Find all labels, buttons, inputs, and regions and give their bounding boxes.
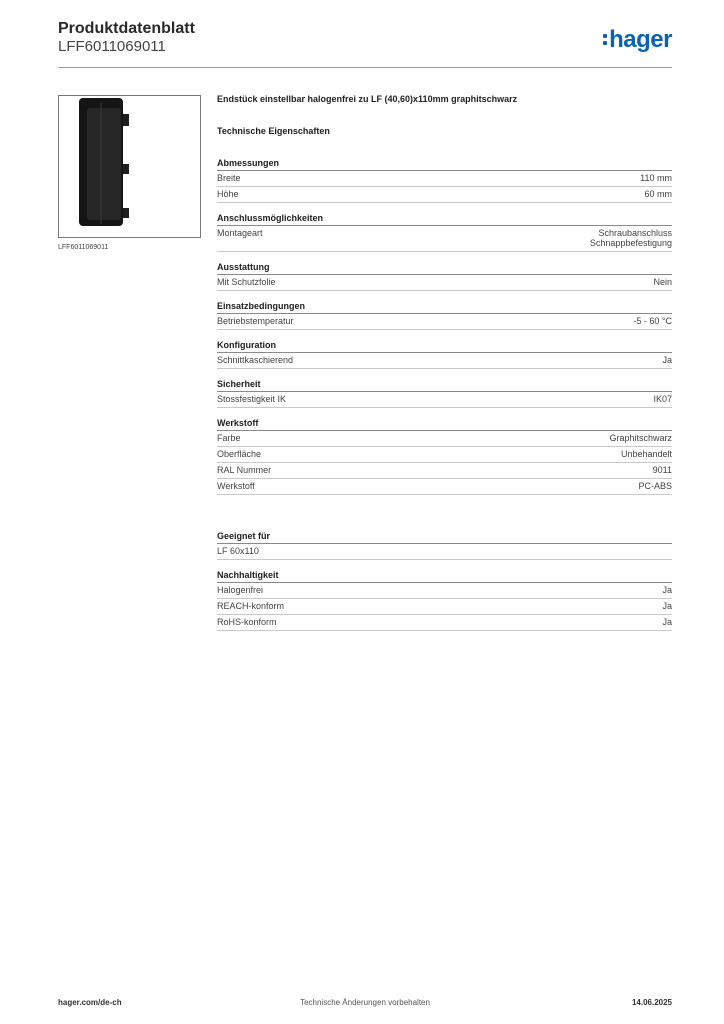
spec-group bbox=[217, 418, 672, 495]
hager-logo bbox=[603, 26, 672, 54]
spec-row bbox=[217, 463, 672, 479]
group-title: Nachhaltigkeit bbox=[217, 570, 672, 583]
spec-row bbox=[217, 447, 672, 463]
spec-value: Ja bbox=[662, 601, 672, 611]
spec-group bbox=[217, 301, 672, 330]
spec-label: Farbe bbox=[217, 433, 241, 443]
spec-value: Graphitschwarz bbox=[609, 433, 672, 443]
spec-label: Mit Schutzfolie bbox=[217, 277, 276, 287]
spec-label: RAL Nummer bbox=[217, 465, 272, 475]
spec-groups bbox=[217, 158, 672, 495]
spec-row bbox=[217, 353, 672, 369]
spec-group bbox=[217, 379, 672, 408]
group-title: Sicherheit bbox=[217, 379, 672, 392]
spec-value: Schraubanschluss Schnappbefestigung bbox=[589, 228, 672, 248]
spec-row bbox=[217, 392, 672, 408]
group-title: Ausstattung bbox=[217, 262, 672, 275]
spec-label: Höhe bbox=[217, 189, 239, 199]
spec-row bbox=[217, 314, 672, 330]
page-title: Produktdatenblatt bbox=[58, 20, 195, 37]
logo-text: hager bbox=[609, 26, 672, 53]
spec-row bbox=[217, 583, 672, 599]
spec-value: -5 - 60 °C bbox=[633, 316, 672, 326]
image-caption: LFF6011069011 bbox=[58, 244, 109, 251]
header-divider bbox=[58, 67, 672, 68]
spec-label: Werkstoff bbox=[217, 481, 255, 491]
spec-value: Ja bbox=[662, 617, 672, 627]
product-image bbox=[58, 95, 201, 238]
group-title: Konfiguration bbox=[217, 340, 672, 353]
section-title: Technische Eigenschaften bbox=[217, 126, 330, 136]
spec-group bbox=[217, 213, 672, 252]
spec-value: PC-ABS bbox=[638, 481, 672, 491]
spec-row bbox=[217, 544, 672, 560]
spec-row bbox=[217, 171, 672, 187]
spec-group bbox=[217, 262, 672, 291]
spec-row bbox=[217, 187, 672, 203]
spec-group bbox=[217, 340, 672, 369]
spec-label: RoHS-konform bbox=[217, 617, 277, 627]
spec-label: LF 60x110 bbox=[217, 546, 259, 556]
group-title: Werkstoff bbox=[217, 418, 672, 431]
group-title: Abmessungen bbox=[217, 158, 672, 171]
spec-group bbox=[217, 570, 672, 631]
spec-group bbox=[217, 531, 672, 560]
group-title: Anschlussmöglichkeiten bbox=[217, 213, 672, 226]
footer-note: Technische Änderungen vorbehalten bbox=[300, 998, 430, 1007]
spec-value: IK07 bbox=[653, 394, 672, 404]
spec-label: Breite bbox=[217, 173, 241, 183]
spec-value: Unbehandelt bbox=[620, 449, 672, 459]
spec-value: 9011 bbox=[652, 465, 672, 475]
group-title: Einsatzbedingungen bbox=[217, 301, 672, 314]
spec-label: Stossfestigkeit IK bbox=[217, 394, 287, 404]
spec-value: 60 mm bbox=[644, 189, 672, 199]
spec-value: 110 mm bbox=[640, 173, 672, 183]
logo-dots-icon bbox=[603, 26, 609, 50]
spec-row bbox=[217, 226, 672, 252]
spec-label: Oberfläche bbox=[217, 449, 262, 459]
spec-row bbox=[217, 431, 672, 447]
group-title: Geeignet für bbox=[217, 531, 672, 544]
spec-row bbox=[217, 479, 672, 495]
spec-group bbox=[217, 158, 672, 203]
product-description: Endstück einstellbar halogenfrei zu LF (40,60)x110mm graphitschwarz bbox=[217, 94, 518, 104]
spec-row bbox=[217, 615, 672, 631]
spec-label: Montageart bbox=[217, 228, 263, 238]
spec-row bbox=[217, 275, 672, 291]
spec-label: Betriebstemperatur bbox=[217, 316, 294, 326]
spec-value: Ja bbox=[662, 585, 672, 595]
spec-content bbox=[217, 94, 672, 641]
spec-label: Halogenfrei bbox=[217, 585, 264, 595]
spec-label: Schnittkaschierend bbox=[217, 355, 294, 365]
end-cap-icon bbox=[59, 96, 200, 237]
product-code: LFF6011069011 bbox=[58, 38, 166, 55]
spec-row bbox=[217, 599, 672, 615]
spec-value: Nein bbox=[653, 277, 672, 287]
spec-value: Ja bbox=[662, 355, 672, 365]
spec-label: REACH-konform bbox=[217, 601, 285, 611]
footer-website[interactable]: hager.com/de-ch bbox=[58, 998, 122, 1007]
footer-date: 14.06.2025 bbox=[631, 998, 672, 1007]
extra-groups bbox=[217, 531, 672, 631]
